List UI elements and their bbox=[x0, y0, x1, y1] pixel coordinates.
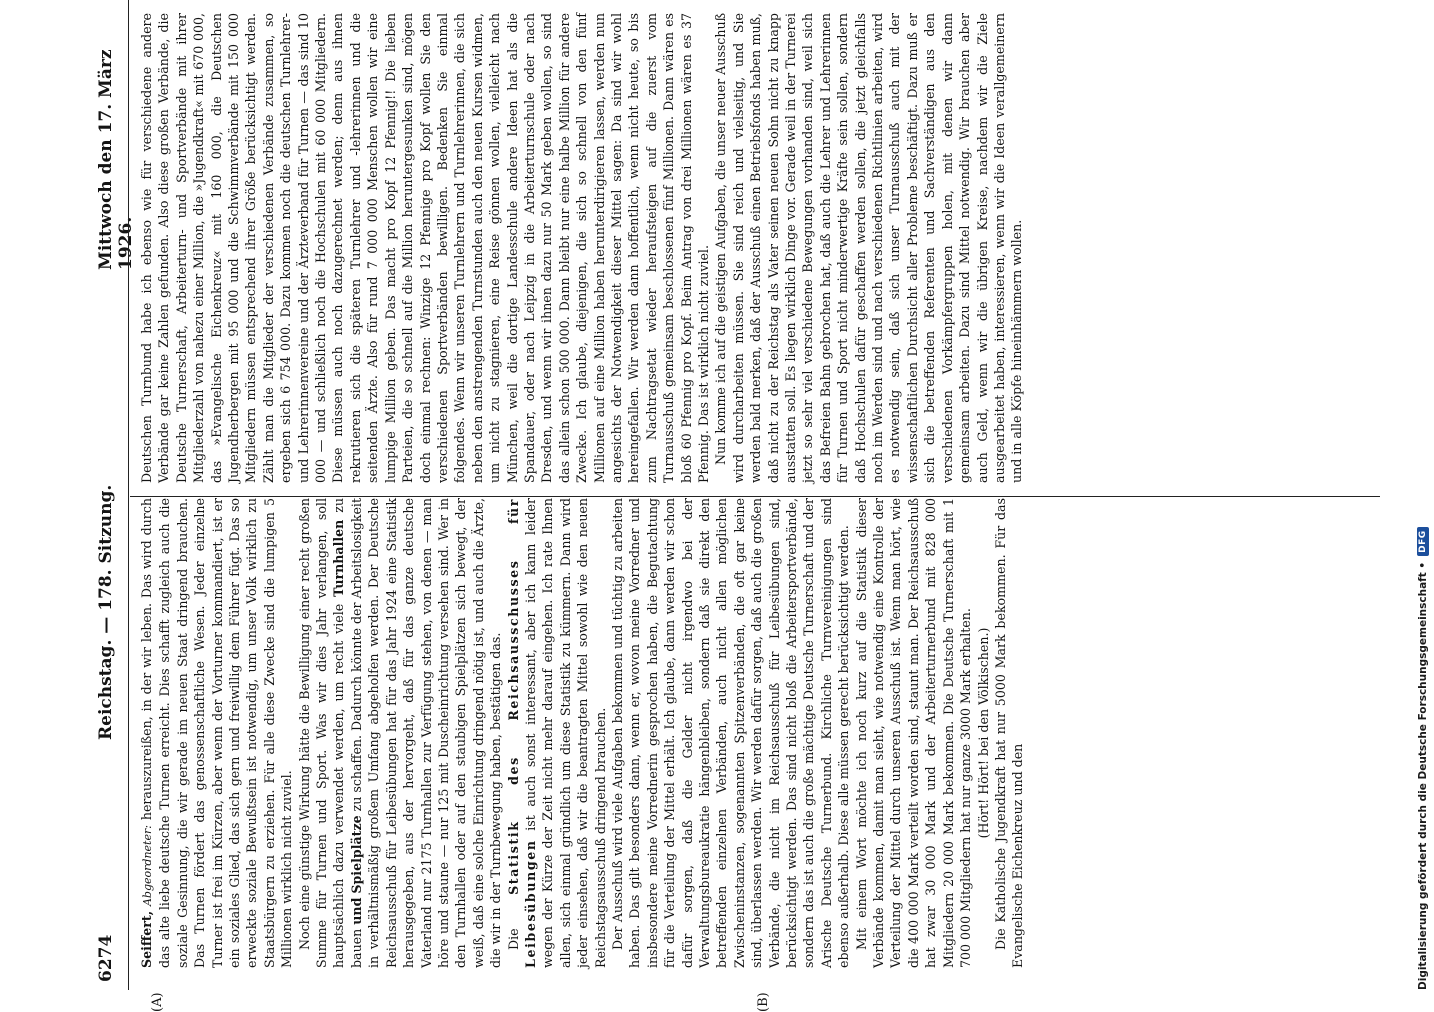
speech-paragraph bbox=[609, 498, 853, 968]
speech-paragraph bbox=[296, 498, 505, 968]
session-date: Mittwoch den 17. März 1926. bbox=[96, 49, 136, 270]
column-divider bbox=[130, 496, 1380, 497]
credit-text: Digitalisierung gefördert durch die Deutsche Forschungsgemeinschaft • bbox=[1417, 561, 1429, 990]
speech-paragraph bbox=[505, 498, 609, 968]
paragraph-text: Der Ausschuß wird viele Aufgaben bekommen und tüchtig zu arbeiten haben. Das gilt besonders dann, wenn er, wovon meine Vorredner und insbesondere meine Vorrednerin gesprochen haben, die Begutachtung für die Verteilung der Mittel erhält. Ich glaube, dann werden wir schon dafür sorgen, daß die Gelder nicht irgendwo bei der Verwaltungsbureaukratie hängenbleiben, sondern daß sie direkt den betreffenden einzelnen Verbänden, auch nicht allen möglichen Zwischeninstanzen, sogenannten Spitzenverbänden, die oft gar keine sind, überlassen werden. Wir werden dafür sorgen, daß auch die großen Verbände, die nicht im Reichsausschuß für Leibesübungen sind, berücksichtigt werden. Das sind nicht bloß die Arbeitersportverbände, sondern das ist auch die große mächtige Deutsche Turnerschaft und der Arische Deutsche Turnerbund. Kirchliche Turnvereinigungen sind ebenso außerhalb. Diese alle müssen gerecht berücksichtigt werden. bbox=[609, 498, 852, 968]
speech-paragraph bbox=[138, 13, 712, 483]
speech-paragraph bbox=[138, 498, 296, 968]
spaced-term: Statistik des Reichsausschusses für Leibesübungen bbox=[505, 498, 538, 968]
paragraph-text: Nun komme ich auf die geistigen Aufgaben, die unser neuer Ausschuß wird durcharbeiten müssen. Sie sind reich und vielseitig, und Sie werden bald merken, daß der Ausschuß einen Betriebsfonds haben muß, daß nicht zu der Reichstag als Vater seinen neuen Sohn nicht zu knapp ausstatten soll. Es liegen wirklich Dinge vor. Gerade weil in der Turnerei jetzt so sehr viel verschiedene Bewegungen vorhanden sind, weil sich das Befreien Bahn gebrochen hat, daß auch die Lehrer und Lehrerinnen für Turnen und Sport nicht minderwertige Kräfte sein sollen, sondern daß Hochschulen dafür geschaffen werden sollen, die jetzt gleichfalls noch im Werden sind und nach verschiedenen Richtlinien arbeiten, wird es notwendig sein, daß sich unser Turnausschuß auch mit der wissenschaftlichen Durchsicht aller Probleme beschäftigt. Dazu muß er sich die betreffenden Referenten und Sachverständigen aus den verschiedenen Vorkämpfergruppen holen, mit denen wir dann gemeinsam arbeiten. Dazu sind Mittel notwendig. Wir brauchen aber auch Geld, wenn wir die übrigen Kreise, nachdem wir die Ziele ausgearbeitet haben, interessieren, wenn wir die Ideen verallgemeinern und in alle Köpfe hineinhämmern wollen. bbox=[713, 13, 1025, 483]
speech-paragraph bbox=[992, 498, 1027, 968]
right-column bbox=[138, 13, 1026, 483]
paragraph-text: ist auch sonst interessant, aber ich kann leider wegen der Kürze der Zeit nicht mehr darauf eingehen. Ich rate Ihnen allen, sich einmal gründlich um diese Statistik zu kümmern. Dann wird jeder einsehen, daß wir die beantragten Mittel sowohl wie den neuen Reichstagsausschuß dringend brauchen. bbox=[522, 498, 608, 968]
paragraph-text: Die bbox=[505, 928, 521, 950]
speaker-name: Seiffert, bbox=[139, 910, 154, 968]
bold-term: Spielplätze bbox=[348, 815, 364, 894]
paragraph-text: Mit einem Wort möchte ich noch kurz auf die Statistik dieser Verbände kommen, damit man sieht, wie notwendig eine Kontrolle der Verteilung der Mittel durch unseren Ausschuß ist. Wenn man hört, wie die 400 000 Mark verteilt worden sind, staunt man. Der Reichsausschuß hat zwar 30 000 Mark und der Arbeiterturnerbund mit 828 000 Mitgliedern 20 000 Mark bekommen. Die Deutsche Turnerschaft mit 1 700 000 Mitgliedern hat nur ganze 3000 Mark erhalten. bbox=[853, 498, 974, 968]
paragraph-text: zu schaffen. Dadurch könnte der Arbeitslosigkeit in verhältnismäßig großem Umfang abgeholfen werden. Der Deutsche Reichsausschuß für Leibesübungen hat für das Jahr 1924 eine Statistik herausgegeben, aus der hervorgeht, daß für das ganze deutsche Vaterland nur 2175 Turnhallen zur Verfügung stehen, von denen — man höre und staune — nur 125 mit Duscheinrichtung versehen sind. Wer in den Turnhallen oder auf den staubigen Spielplätzen sich bewegt, der weiß, daß eine solche Einrichtung dringend nötig ist, und auch die Ärzte, die wir in der Turnbewegung haben, bestätigen das. bbox=[348, 497, 504, 968]
margin-marker-b: (B) bbox=[756, 992, 771, 1012]
bold-term: Turnhallen bbox=[331, 519, 347, 597]
speech-paragraph bbox=[853, 498, 975, 968]
header-rule bbox=[128, 0, 129, 990]
page-header bbox=[86, 0, 136, 990]
paragraph-text: Noch eine günstige Wirkung hätte die Bewilligung einer recht großen Summe für Turnen und Sport. Was wir dies Jahr verlangen, soll hauptsächlich dazu verwendet werden, um recht viele bbox=[296, 498, 347, 968]
session-title: Reichstag. — 178. Sitzung. bbox=[96, 484, 116, 740]
bold-term: und bbox=[348, 897, 364, 925]
paragraph-text: Die Katholische Jugendkraft hat nur 5000 Mark bekommen. Für das Evangelische Eichenkreuz und den bbox=[992, 498, 1026, 968]
speaker-role: Abgeordneter: bbox=[141, 825, 154, 907]
dfg-logo: DFG bbox=[1417, 527, 1429, 556]
paragraph-text: herauszureißen, in der wir leben. Das wird durch das alte liebe deutsche Turnen erreicht. Dies schafft zugleich auch die soziale Gesinnung, die wir gerade im neuen Staat dringend brauchen. Das Turnen fördert das genossenschaftliche Wesen. Jeder einzelne Turner ist frei im Kürzen, aber wenn der Vorturner kommandiert, ist er ein soziales Glied, das sich gern und freiwillig dem Führer fügt. Das so erweckte soziale Bewußtsein ist notwendig, um unser Volk wirklich zu Staatsbürgern zu erziehen. Für alle diese Zwecke sind die lumpigen 5 Millionen wirklich nicht zuviel. bbox=[139, 498, 295, 968]
paragraph-text: zu bauen bbox=[331, 498, 364, 968]
page-number: 6274 bbox=[96, 934, 116, 982]
margin-marker-a: (A) bbox=[150, 992, 165, 1012]
speech-paragraph bbox=[712, 13, 1025, 483]
left-column bbox=[138, 498, 1027, 968]
paragraph-text: Deutschen Turnbund habe ich ebenso wie für verschiedene andere Verbände gar keine Zahlen gefunden. Also diese großen Verbände, die Deutsche Turnerschaft, Arbeiterturn- und Sportverbände mit ihrer Mitgliederzahl von nahezu einer Million, die »Jugendkraft« mit 670 000, das »Evangelische Eichenkreuz« mit 160 000, die Deutschen Jugendherbergen mit 95 000 und die Schwimmverbände mit 150 000 Mitgliedern müssen entsprechend ihrer Größe berücksichtigt werden. Zählt man die Mitglieder der verschiedenen Verbände zusammen, so ergeben sich 6 754 000. Dazu kommen noch die deutschen Turnlehrer- und Lehrerinnenvereine und der Ärzteverband für Turnen — das sind 10 000 — und schließlich noch die Hochschulen mit 60 000 Mitgliedern. Diese müssen auch noch dazugerechnet werden; denn aus ihnen rekrutieren sich die späteren Turnlehrer und -lehrerinnen und die seitenden Ärzte. Also für rund 7 000 000 Menschen wollen wir eine lumpige Million geben. Das macht pro Kopf 12 Pfennig!! Die lieben Parteien, die so schnell auf die Million heruntergesunken sind, mögen doch einmal rechnen: Winzige 12 Pfennige pro Kopf wollen Sie den verschiedenen Sportverbänden bewilligen. Bedenken Sie einmal folgendes. Wenn wir unseren Turnlehrern und Turnlehrerinnen, die sich neben den anstrengenden Turnstunden auch den neuen Kursen widmen, um nicht zu stagnieren, eine Reise gönnen wollen, vielleicht nach München, weil die dortige Landesschule andere Ideen hat als die Spandauer, oder nach Leipzig in die Arbeiterturnschule oder nach Dresden, und wenn wir ihnen dazu nur 50 Mark geben wollen, so sind das allein schon 500 000. Dann bleibt nur eine halbe Million für andere Zwecke. Ich glaube, diejenigen, die sich so schnell von den fünf Millionen auf eine Million haben herunterdirigieren lassen, werden nun angesichts der Notwendigkeit dieser Mittel sagen: Da sind wir wohl hereingefallen. Wir werden dann hoffentlich, wenn nicht heute, so bis zum Nachtragsetat wieder heraufsteigen auf die zuerst vom Turnausschuß gemeinsam beschlossenen fünf Millionen. Dann wären es bloß 60 Pfennig pro Kopf. Beim Antrag von drei Millionen wären es 37 Pfennig. Das ist wirklich nicht zuviel. bbox=[139, 13, 711, 483]
interjection: (Hört! Hört! bei den Völkischen.) bbox=[975, 627, 991, 839]
digitization-credit bbox=[1414, 30, 1432, 990]
scanned-page bbox=[86, 0, 1406, 1012]
